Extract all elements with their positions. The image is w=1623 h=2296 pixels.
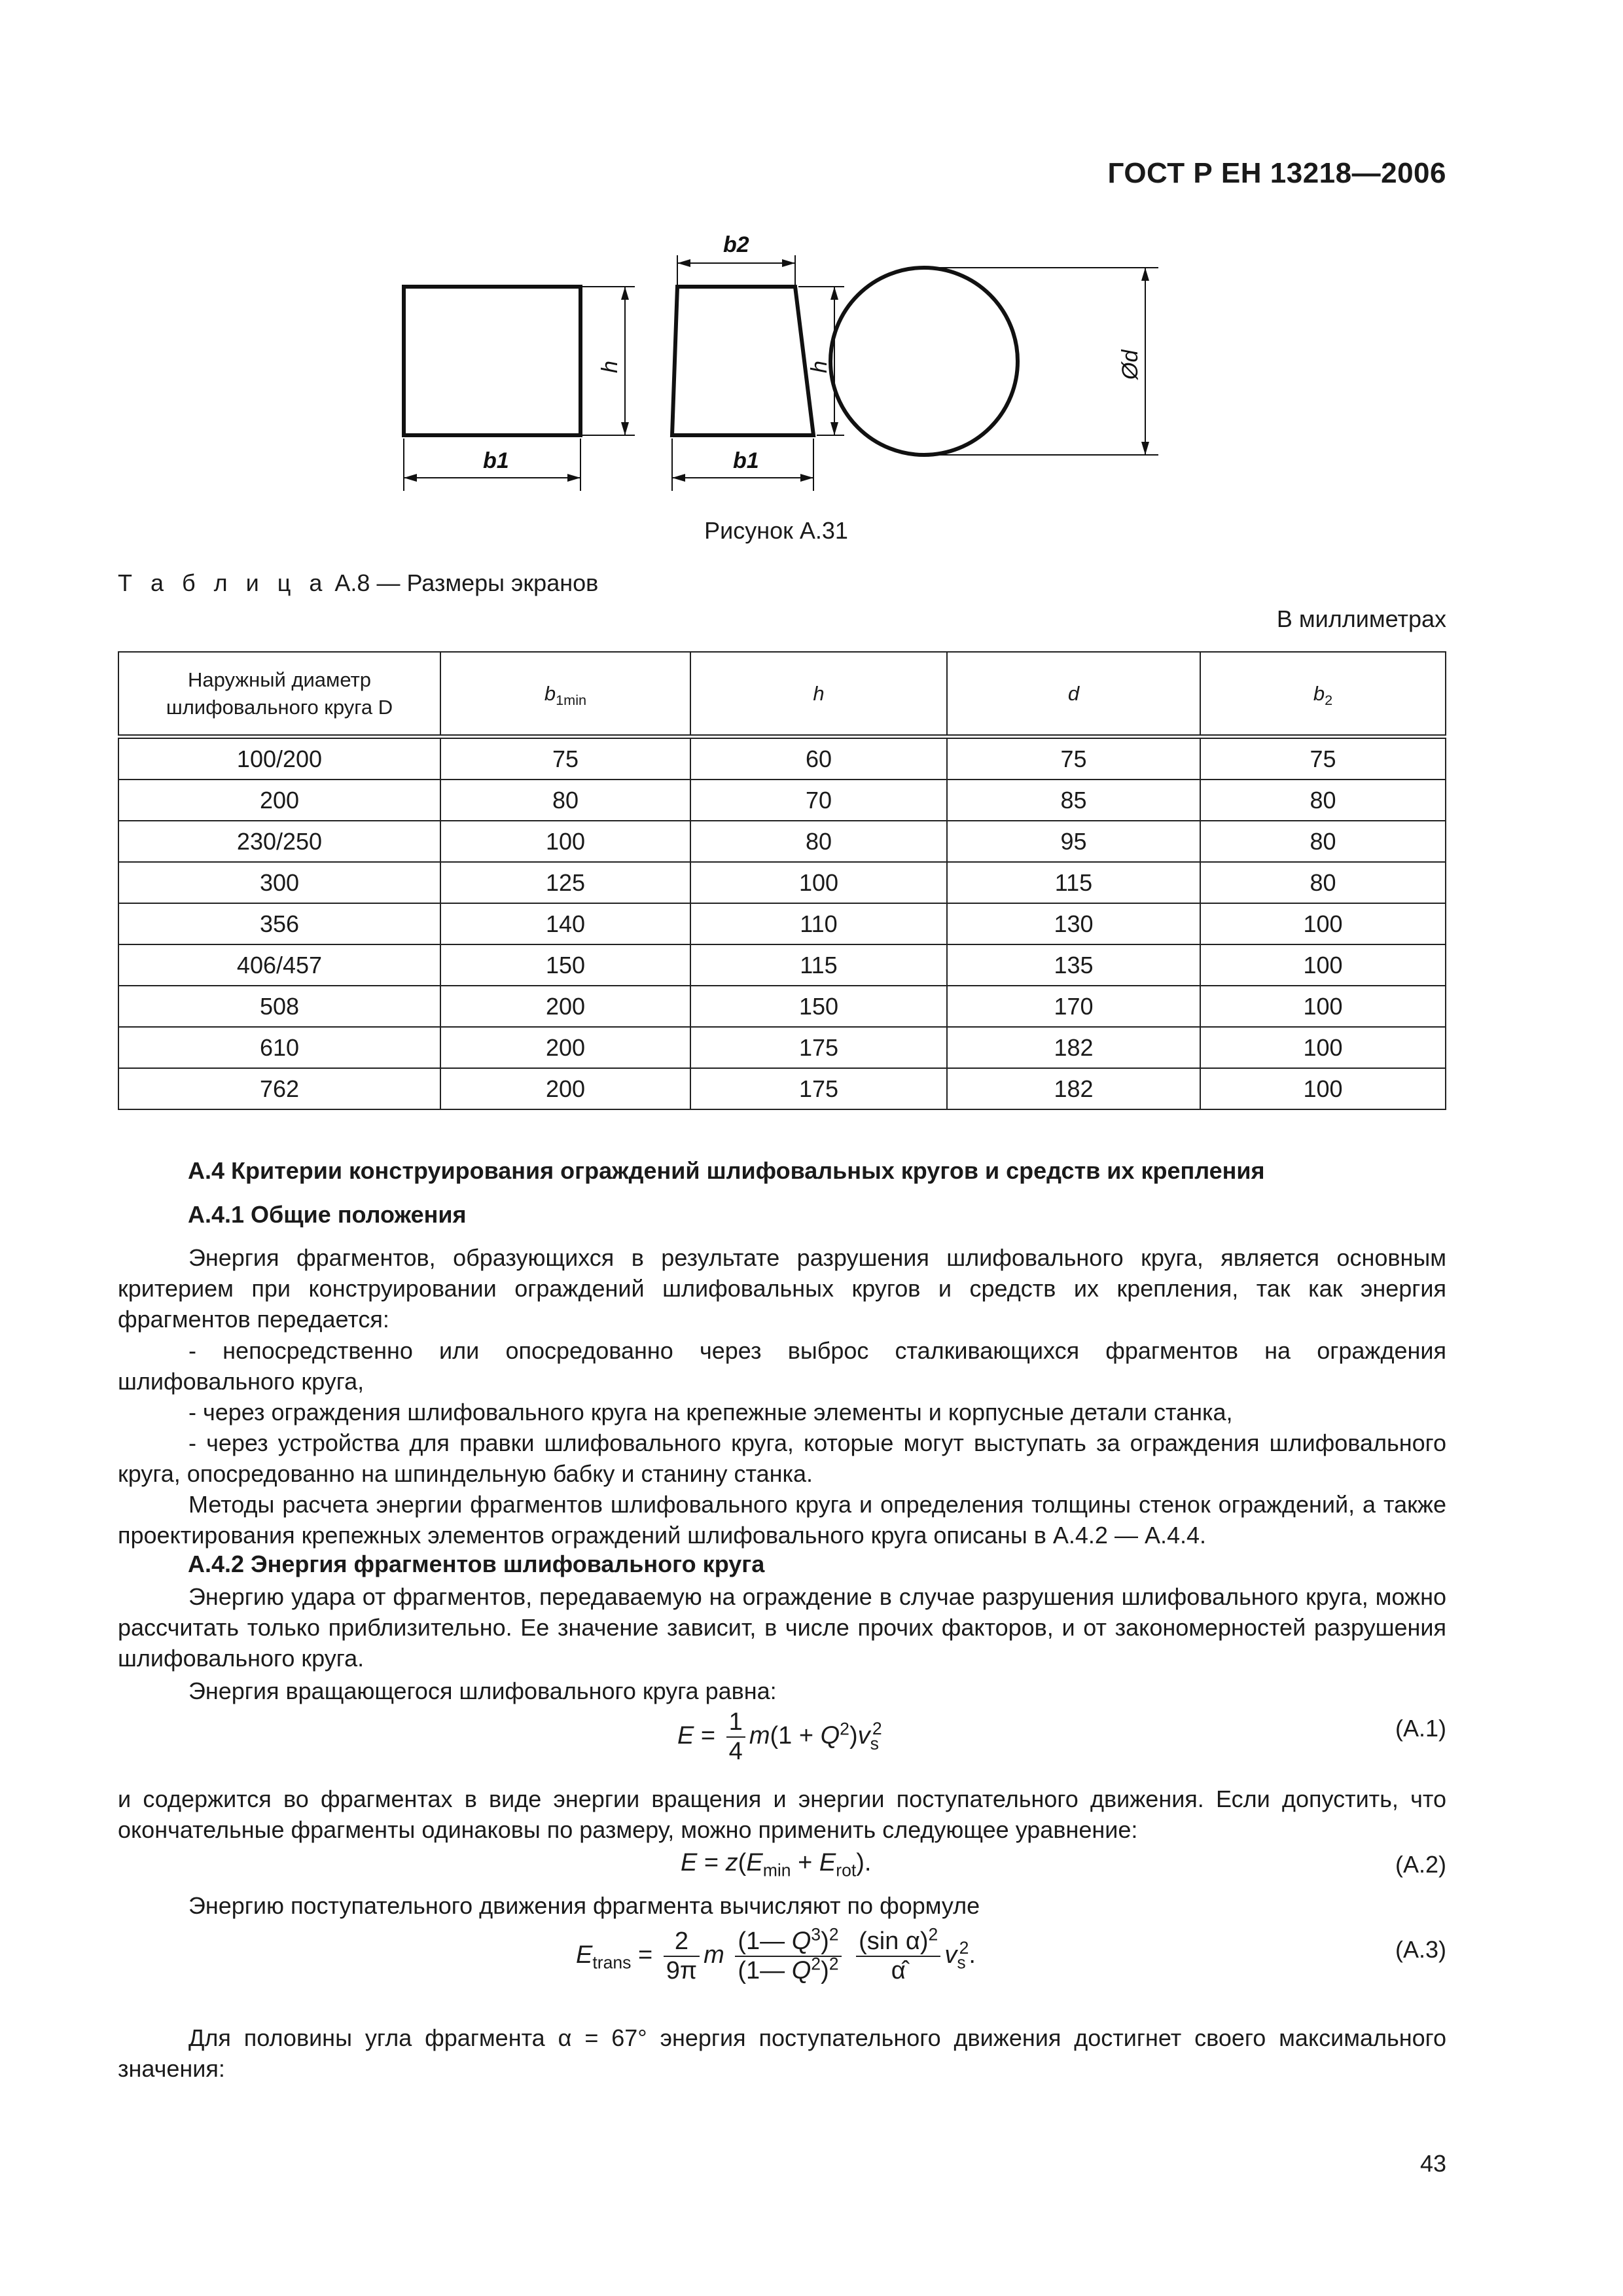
table-cell: 115 bbox=[690, 944, 947, 986]
equation-a1: E = $\frac{1}{4}$ $m(1 + Q^2)v_s^2$ bbox=[677, 1708, 882, 1765]
table-cell: 182 bbox=[947, 1027, 1200, 1068]
page-number: 43 bbox=[1419, 2150, 1446, 2177]
table-cell: 230/250 bbox=[118, 821, 440, 862]
a41-paragraph-2: Методы расчета энергии фрагментов шлифовального круга и определения толщины стенок ограждений, а также проектирования крепежных элементов ограждений шлифовального круга описаны в А.4.2 — А.4.4. bbox=[118, 1491, 1446, 1549]
a41-list-item-2: - через ограждения шлифовального круга на крепежные элементы и корпусные детали станка, bbox=[188, 1399, 1233, 1426]
table-row bbox=[118, 1027, 1446, 1068]
table-row bbox=[118, 986, 1446, 1027]
table-cell: 75 bbox=[440, 737, 690, 780]
table-caption-prefix: Т а б л и ц а bbox=[118, 569, 329, 596]
a41-list-item-1: - непосредственно или опосредованно через выброс сталкивающихся фрагментов на ограждения шлифовального круга, bbox=[118, 1337, 1446, 1395]
header-outer-diameter: Наружный диаметр шлифовального круга D bbox=[118, 652, 440, 737]
table-cell: 508 bbox=[118, 986, 440, 1027]
section-a41-title: А.4.1 Общие положения bbox=[188, 1201, 467, 1228]
table-header-row bbox=[118, 652, 1446, 737]
table-cell: 182 bbox=[947, 1068, 1200, 1109]
table-cell: 100 bbox=[1200, 1027, 1446, 1068]
header-h: h bbox=[690, 652, 947, 737]
label-h-mid: h bbox=[807, 361, 832, 373]
table-row bbox=[118, 780, 1446, 821]
table-cell: 75 bbox=[1200, 737, 1446, 780]
figure-a31 bbox=[366, 216, 1178, 511]
dimensions-table bbox=[118, 651, 1446, 1110]
square-shape bbox=[404, 287, 580, 435]
section-a4-title: А.4 Критерии конструирования ограждений шлифовальных кругов и средств их крепления bbox=[188, 1157, 1265, 1184]
table-cell: 200 bbox=[440, 986, 690, 1027]
label-b1-mid: b1 bbox=[733, 448, 759, 473]
table-units: В миллиметрах bbox=[1276, 605, 1446, 632]
table-cell: 80 bbox=[1200, 780, 1446, 821]
table-cell: 130 bbox=[947, 903, 1200, 944]
label-d: Ød bbox=[1118, 350, 1143, 380]
table-cell: 100 bbox=[1200, 903, 1446, 944]
a42-paragraph-3: и содержится во фрагментах в виде энергии вращения и энергии поступательного движения. Если допустить, что окончательные фрагменты одинаковы по размеру, можно применить следующее уравнение: bbox=[118, 1785, 1446, 1843]
section-a42-title: А.4.2 Энергия фрагментов шлифовального круга bbox=[188, 1551, 765, 1577]
table-cell: 100 bbox=[690, 862, 947, 903]
table-cell: 125 bbox=[440, 862, 690, 903]
equation-a3: $E_{trans}$ = $\frac{2}{9\pi}$ m $\frac{(1— Q^3)^2}{(1— Q^2)^2}$ $\frac{(\sin \alpha)^2}{\alphâ}$ $v_s^2$. bbox=[576, 1924, 976, 1984]
table-cell: 100 bbox=[1200, 944, 1446, 986]
table-row bbox=[118, 903, 1446, 944]
table-cell: 80 bbox=[1200, 862, 1446, 903]
equation-a3-number: (А.3) bbox=[1395, 1936, 1446, 1963]
table-cell: 100 bbox=[1200, 1068, 1446, 1109]
table-cell: 60 bbox=[690, 737, 947, 780]
header-d: d bbox=[947, 652, 1200, 737]
table-cell: 80 bbox=[690, 821, 947, 862]
table-cell: 610 bbox=[118, 1027, 440, 1068]
a42-paragraph-5: Для половины угла фрагмента α = 67° энергия поступательного движения достигнет своего максимального значения: bbox=[118, 2024, 1446, 2082]
table-cell: 150 bbox=[440, 944, 690, 986]
table-cell: 115 bbox=[947, 862, 1200, 903]
header-b1min: $b_{1min}$ bbox=[440, 652, 690, 737]
table-cell: 100 bbox=[1200, 986, 1446, 1027]
table-cell: 100 bbox=[440, 821, 690, 862]
equation-a2-number: (А.2) bbox=[1395, 1851, 1446, 1878]
table-cell: 110 bbox=[690, 903, 947, 944]
figure-caption: Рисунок А.31 bbox=[704, 517, 848, 544]
label-b2: b2 bbox=[723, 232, 749, 257]
document-header: ГОСТ Р ЕН 13218—2006 bbox=[1107, 157, 1446, 189]
a41-paragraph-1: Энергия фрагментов, образующихся в результате разрушения шлифовального круга, является основным критерием при конструировании ограждений шлифовальных кругов и средств их крепления, так как энергия фрагментов передается: bbox=[118, 1244, 1446, 1333]
table-caption-text: А.8 — Размеры экранов bbox=[328, 569, 599, 596]
table-cell: 80 bbox=[1200, 821, 1446, 862]
label-b1-left: b1 bbox=[483, 448, 509, 473]
table-row bbox=[118, 1068, 1446, 1109]
table-row bbox=[118, 944, 1446, 986]
table-row bbox=[118, 737, 1446, 780]
equation-a2: $E = z(E_{min} + E_{rot})$. bbox=[681, 1849, 872, 1880]
table-cell: 100/200 bbox=[118, 737, 440, 780]
table-row bbox=[118, 862, 1446, 903]
table-row bbox=[118, 821, 1446, 862]
a41-list-item-3: - через устройства для правки шлифовального круга, которые могут выступать за ограждения шлифовального круга, опосредованно на шпиндельную бабку и станину станка. bbox=[118, 1429, 1446, 1487]
table-cell: 300 bbox=[118, 862, 440, 903]
table-cell: 70 bbox=[690, 780, 947, 821]
label-h-left: h bbox=[597, 361, 622, 373]
table-caption bbox=[118, 569, 598, 597]
a42-paragraph-1: Энергию удара от фрагментов, передаваемую на ограждение в случае разрушения шлифовального круга, можно рассчитать только приблизительно. Ее значение зависит, в числе прочих факторов, и от закономерностей разрушения шлифовального круга. bbox=[118, 1583, 1446, 1672]
header-b2: $b_2$ bbox=[1200, 652, 1446, 737]
trapezoid-shape bbox=[672, 287, 813, 435]
table-cell: 85 bbox=[947, 780, 1200, 821]
table-cell: 175 bbox=[690, 1027, 947, 1068]
table-cell: 762 bbox=[118, 1068, 440, 1109]
table-cell: 356 bbox=[118, 903, 440, 944]
table-cell: 200 bbox=[440, 1068, 690, 1109]
table-cell: 200 bbox=[440, 1027, 690, 1068]
equation-a1-number: (А.1) bbox=[1395, 1715, 1446, 1742]
table-cell: 150 bbox=[690, 986, 947, 1027]
table-cell: 200 bbox=[118, 780, 440, 821]
table-cell: 175 bbox=[690, 1068, 947, 1109]
a42-paragraph-2: Энергия вращающегося шлифовального круга равна: bbox=[188, 1677, 777, 1704]
table-cell: 80 bbox=[440, 780, 690, 821]
table-cell: 95 bbox=[947, 821, 1200, 862]
table-cell: 170 bbox=[947, 986, 1200, 1027]
a42-paragraph-4: Энергию поступательного движения фрагмента вычисляют по формуле bbox=[188, 1892, 980, 1919]
table-cell: 135 bbox=[947, 944, 1200, 986]
table-cell: 406/457 bbox=[118, 944, 440, 986]
table-cell: 75 bbox=[947, 737, 1200, 780]
table-cell: 140 bbox=[440, 903, 690, 944]
circle-shape bbox=[830, 268, 1018, 455]
